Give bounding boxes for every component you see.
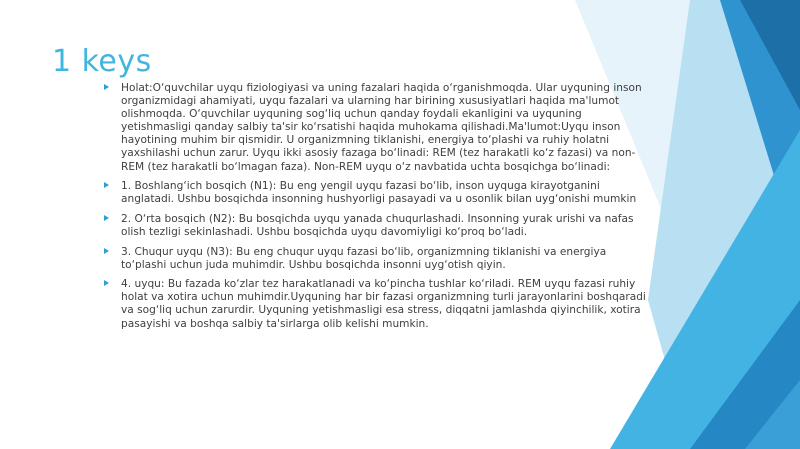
bullet-arrow-icon <box>104 182 109 188</box>
slide-body <box>104 82 652 337</box>
bullet-item <box>104 82 652 174</box>
bullet-item <box>104 213 652 239</box>
bullet-arrow-icon <box>104 215 109 221</box>
bullet-item <box>104 246 652 272</box>
bullet-text: 4. uyqu: Bu fazada ko‘zlar tez harakatlanadi va ko‘pincha tushlar ko‘riladi. REM uyqu fazasi ruhiy holat va xotira uchun muhimdir.Uyquning har bir fazasi organizmning turli jarayonlarini boshqaradi va sog‘liq uchun zarurdir. Uyquning yetishmasligi esa stress, diqqatni jamlashda qiyinchilik, xotira pasayishi va boshqa salbiy ta'sirlarga olib kelishi mumkin. <box>121 278 646 330</box>
bullet-text: 3. Chuqur uyqu (N3): Bu eng chuqur uyqu fazasi bo‘lib, organizmning tiklanishi va energiya to‘plashi uchun juda muhimdir. Ushbu bosqichda insonni uyg‘otish qiyin. <box>121 245 607 271</box>
bullet-item <box>104 278 652 330</box>
bullet-arrow-icon <box>104 280 109 286</box>
slide-title: 1 keys <box>52 44 152 79</box>
bullet-arrow-icon <box>104 248 109 254</box>
bullet-text: 1. Boshlang‘ich bosqich (N1): Bu eng yengil uyqu fazasi bo‘lib, inson uyquga kirayotganini anglatadi. Ushbu bosqichda insonning hushyorligi pasayadi va u osonlik bilan uyg‘onishi mumkin <box>121 180 637 206</box>
bullet-text: Holat:O‘quvchilar uyqu fiziologiyasi va uning fazalari haqida o‘rganishmoqda. Ular uyquning inson organizmidagi ahamiyati, uyqu fazalari va ularning har birining xususiyatlari haqida ma'lumot olishmoqda. O‘quvchilar uyquning sog‘liq uchun qanday foydali ekanligini va uyquning yetishmasligi qanday salbiy ta'sir ko‘rsatishi haqida muhokama qilishadi.Ma'lumot:Uyqu inson hayotining muhim bir qismidir. U organizmning tiklanishi, energiya to‘plashi va ruhiy holatni yaxshilashi uchun zarur. Uyqu ikki asosiy fazaga bo‘linadi: REM (tez harakatli ko‘z fazasi) va non-REM (tez harakatli bo‘lmagan faza). Non-REM uyqu o‘z navbatida uchta bosqichga bo‘linadi: <box>121 82 642 173</box>
bullet-item <box>104 180 652 206</box>
bullet-arrow-icon <box>104 84 109 90</box>
bullet-text: 2. O‘rta bosqich (N2): Bu bosqichda uyqu yanada chuqurlashadi. Insonning yurak urishi va nafas olish tezligi sekinlashadi. Ushbu bosqichda uyqu davomiyligi ko‘proq bo‘ladi. <box>121 212 634 238</box>
